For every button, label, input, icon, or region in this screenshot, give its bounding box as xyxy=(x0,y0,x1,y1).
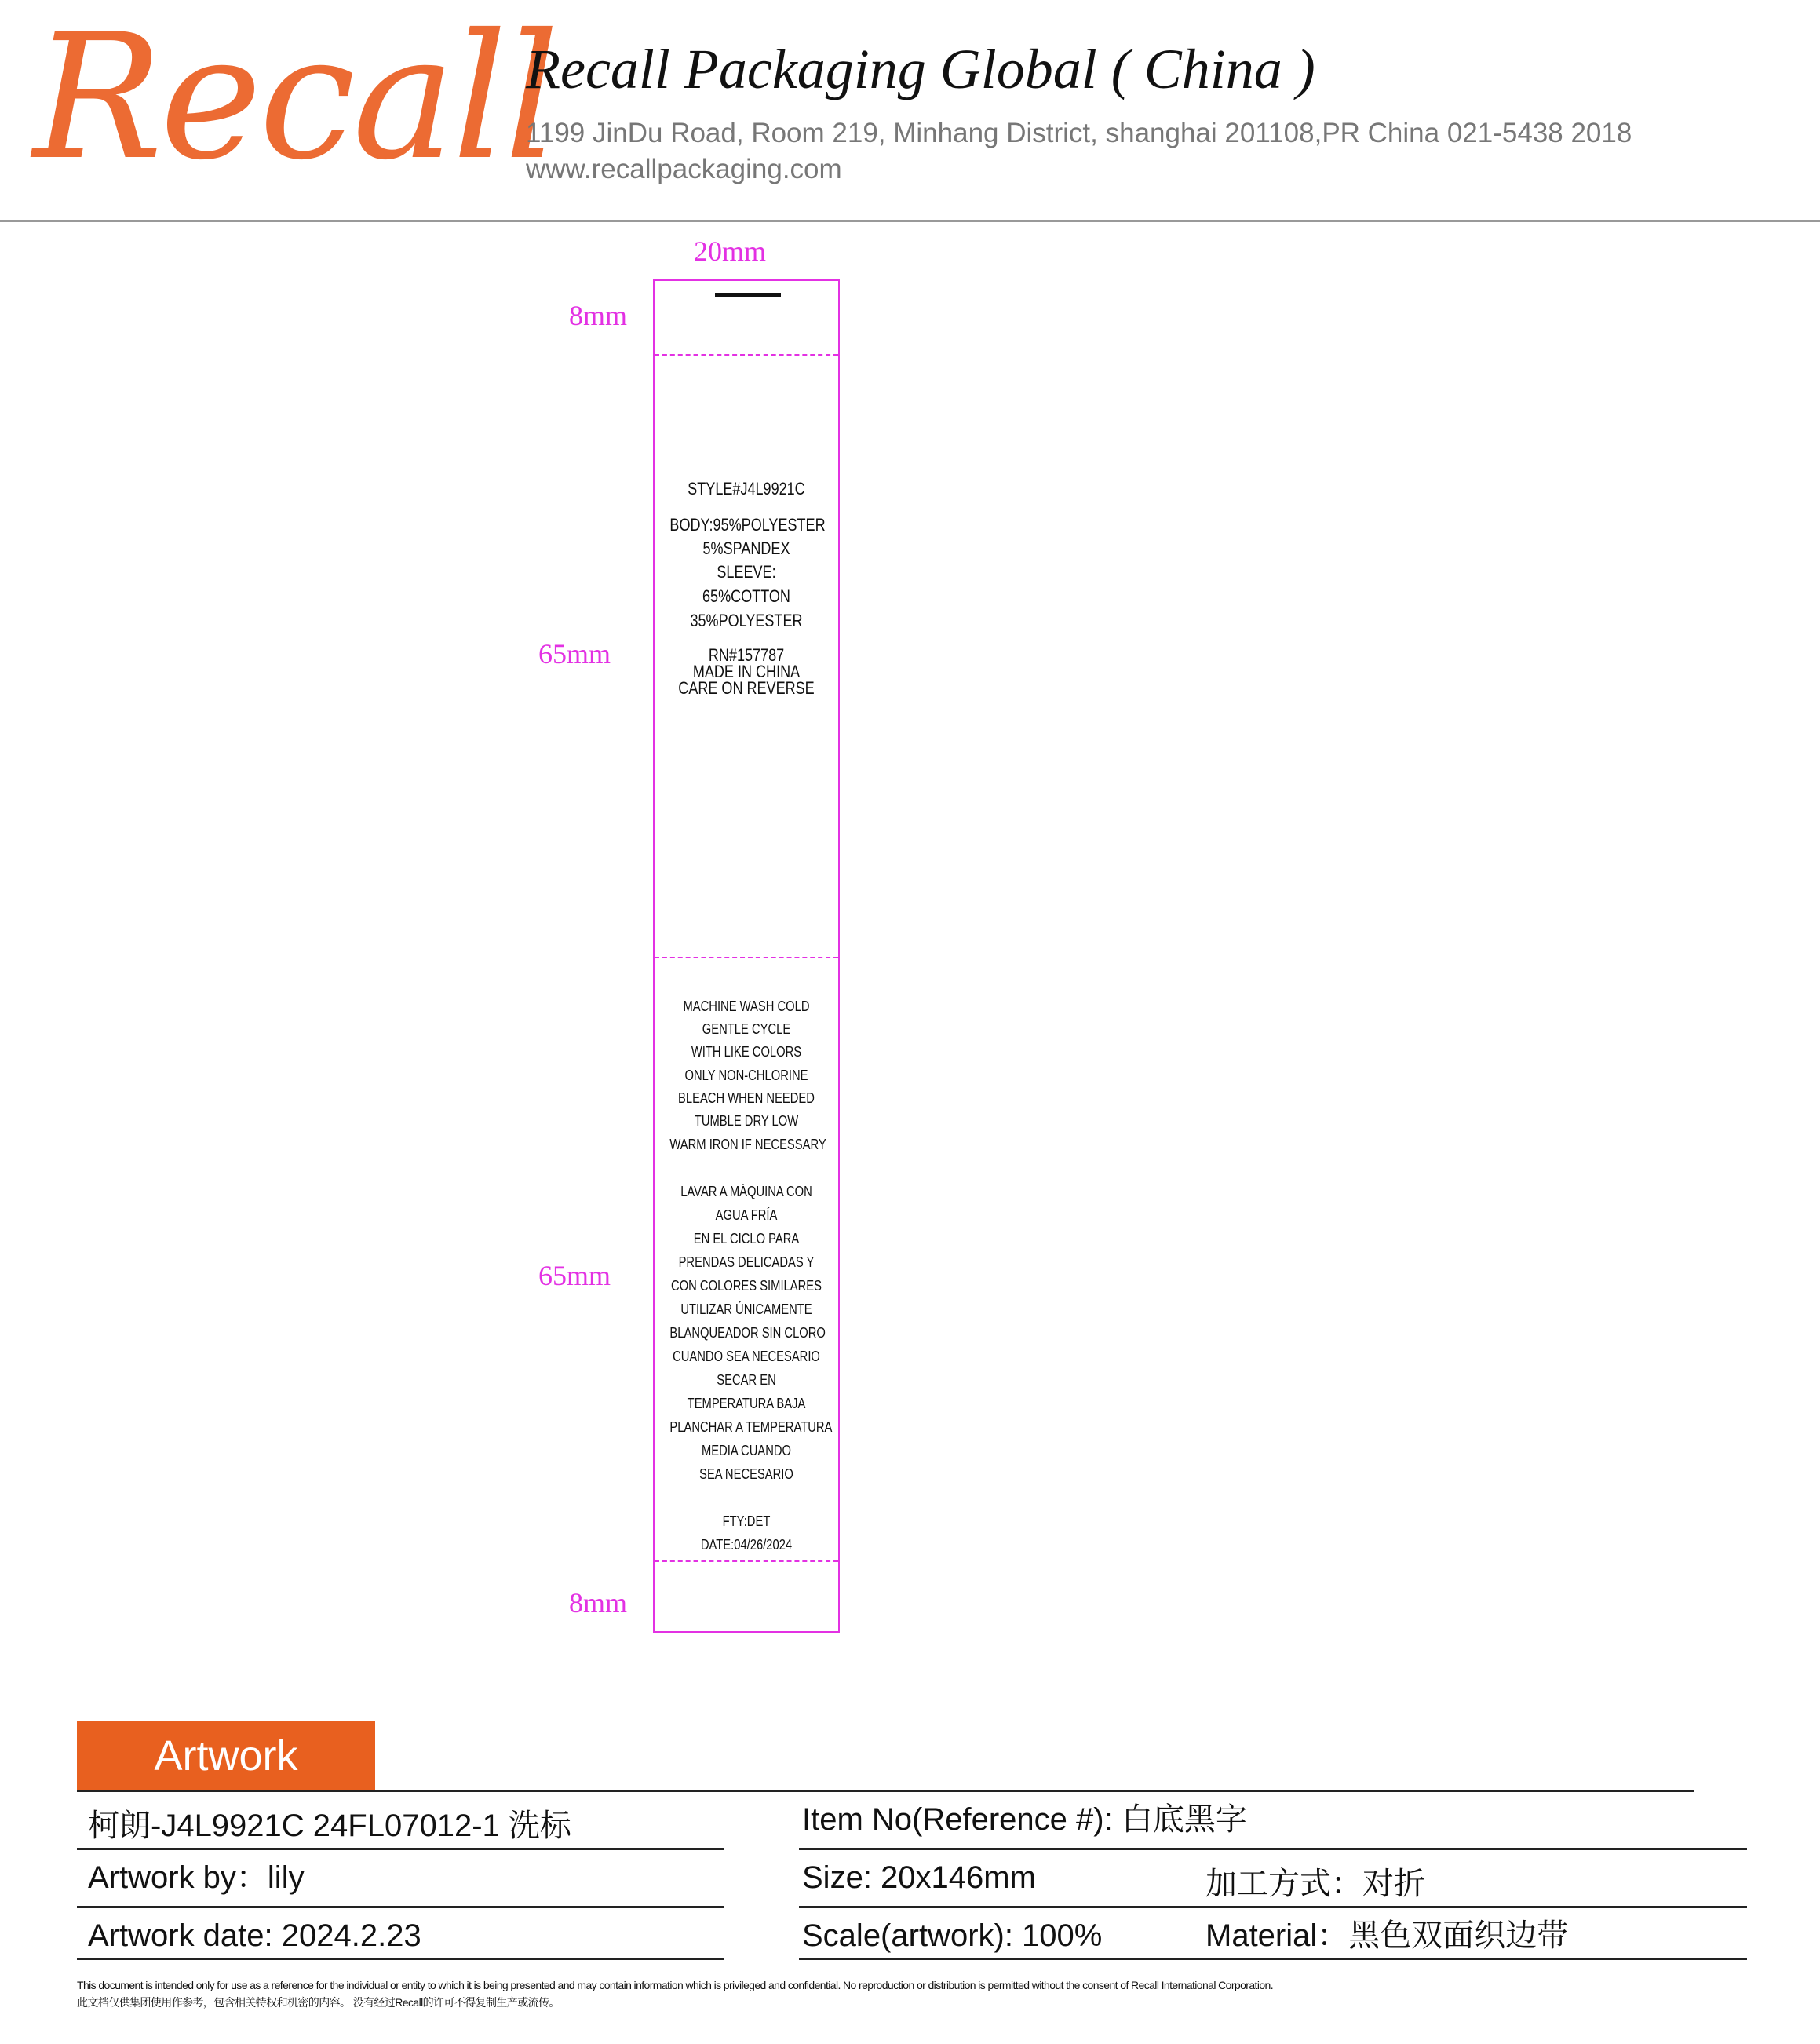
artwork-by: Artwork by：lily xyxy=(88,1860,305,1895)
company-website: www.recallpackaging.com xyxy=(526,154,842,184)
label-factory: FTY:DET xyxy=(722,1513,771,1529)
artwork-tab: Artwork xyxy=(77,1721,375,1790)
label-size: Size: 20x146mm xyxy=(802,1860,1036,1895)
footer-top-rule xyxy=(77,1790,1694,1792)
fold-line-bottom xyxy=(655,1560,838,1562)
care-line-es: CON COLORES SIMILARES xyxy=(671,1278,822,1294)
label-origin: MADE IN CHINA xyxy=(692,662,801,681)
care-line-es: CUANDO SEA NECESARIO xyxy=(673,1349,820,1364)
care-line-en: TUMBLE DRY LOW xyxy=(694,1113,799,1129)
label-fabric-line: 35%POLYESTER xyxy=(690,611,803,630)
care-line-es: LAVAR A MÁQUINA CON xyxy=(680,1184,812,1199)
product-reference: 柯朗-J4L9921C 24FL07012-1 洗标 xyxy=(88,1809,571,1843)
care-line-en: BLEACH WHEN NEEDED xyxy=(678,1090,815,1106)
care-line-es: TEMPERATURA BAJA xyxy=(687,1396,806,1411)
footer-rule xyxy=(799,1906,1747,1908)
artwork-date: Artwork date: 2024.2.23 xyxy=(88,1918,421,1953)
care-line-es: EN EL CICLO PARA xyxy=(693,1231,800,1246)
care-line-es: SEA NECESARIO xyxy=(699,1466,793,1482)
care-line-es: AGUA FRÍA xyxy=(715,1207,778,1223)
label-material: Material：黑色双面织边带 xyxy=(1205,1918,1569,1953)
label-rn-number: RN#157787 xyxy=(708,645,785,665)
footer-rule xyxy=(799,1848,1747,1850)
header-divider xyxy=(0,220,1820,222)
care-line-es: BLANQUEADOR SIN CLORO xyxy=(669,1325,826,1341)
hang-loop-mark xyxy=(715,293,781,297)
care-line-en: WITH LIKE COLORS xyxy=(691,1044,802,1060)
label-fabric-line: 65%COTTON xyxy=(702,586,790,606)
care-line-es: UTILIZAR ÚNICAMENTE xyxy=(680,1301,812,1317)
care-line-en: GENTLE CYCLE xyxy=(702,1021,791,1037)
fold-line-top xyxy=(655,354,838,356)
care-line-es: SECAR EN xyxy=(717,1372,776,1388)
footer-rule xyxy=(77,1906,724,1908)
label-fabric-line: BODY:95%POLYESTER xyxy=(669,515,826,535)
care-line-en: MACHINE WASH COLD xyxy=(683,998,810,1014)
fold-line-middle xyxy=(655,957,838,958)
footer-rule xyxy=(799,1958,1747,1960)
dimension-front-panel: 65mm xyxy=(538,638,611,670)
disclaimer-chinese: 此文档仅供集团使用作参考，包含相关特权和机密的内容。 没有经过Recall的许可不得复制生产或流传。 xyxy=(77,1996,560,2009)
care-line-es: PRENDAS DELICADAS Y xyxy=(678,1254,815,1270)
item-number: Item No(Reference #): 白底黑字 xyxy=(802,1802,1247,1837)
care-line-es: MEDIA CUANDO xyxy=(701,1443,792,1458)
care-line-en: WARM IRON IF NECESSARY xyxy=(669,1137,826,1152)
footer-rule xyxy=(77,1848,724,1850)
label-style: STYLE#J4L9921C xyxy=(688,479,805,498)
label-date: DATE:04/26/2024 xyxy=(700,1537,793,1553)
recall-logo: Recall xyxy=(33,0,556,198)
dimension-width: 20mm xyxy=(694,235,767,267)
disclaimer-english: This document is intended only for use as a reference for the individual or entity to which it is being presented and may contain information which is privileged and confidential. No reproduction or distribution is permitted without the consent of Recall International Corporation. xyxy=(77,1979,1274,1991)
processing-method: 加工方式：对折 xyxy=(1205,1867,1425,1901)
company-name: Recall Packaging Global ( China ) xyxy=(526,38,1315,100)
label-care-note: CARE ON REVERSE xyxy=(678,678,815,698)
dimension-bottom-fold: 8mm xyxy=(569,1587,628,1619)
label-fabric-line: SLEEVE: xyxy=(717,562,776,582)
care-line-en: ONLY NON-CHLORINE xyxy=(684,1068,808,1083)
company-address: 1199 JinDu Road, Room 219, Minhang District, shanghai 201108,PR China 021-5438 2018 xyxy=(526,118,1632,148)
care-line-es: PLANCHAR A TEMPERATURA xyxy=(669,1419,833,1435)
artwork-scale: Scale(artwork): 100% xyxy=(802,1918,1103,1953)
label-fabric-line: 5%SPANDEX xyxy=(702,538,790,558)
footer-rule xyxy=(77,1958,724,1960)
dimension-top-fold: 8mm xyxy=(569,300,628,331)
dimension-back-panel: 65mm xyxy=(538,1260,611,1291)
